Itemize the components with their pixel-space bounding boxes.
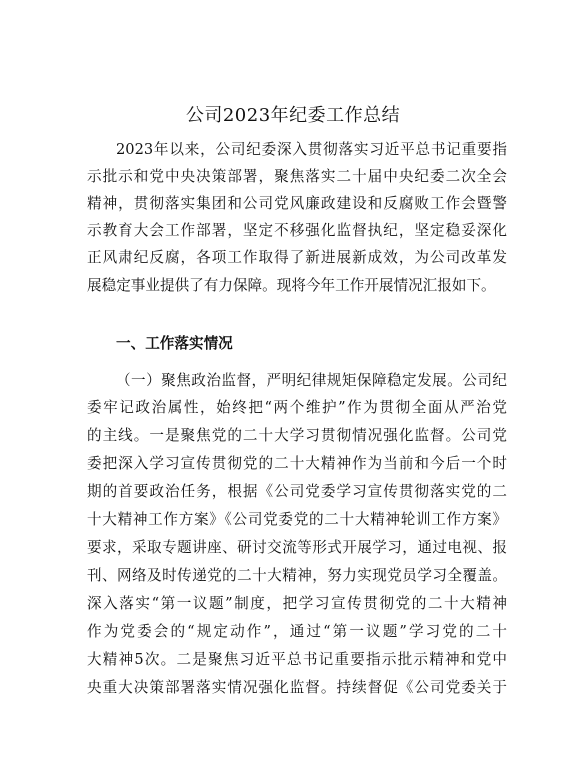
section-line-4: 委把深入学习宣传贯彻党的二十大精神作为当前和今后一个时 xyxy=(87,455,507,472)
section-line-10: 作为党委会的“规定动作”，通过“第一议题”学习党的二十 xyxy=(87,623,507,640)
section-line-6: 十大精神工作方案》《公司党委党的二十大精神轮训工作方案》 xyxy=(87,511,507,528)
section-line-1: （一）聚焦政治监督，严明纪律规矩保障稳定发展。公司纪 xyxy=(116,372,507,389)
section-line-2: 委牢记政治属性，始终把“两个维护”作为贯彻全面从严治党 xyxy=(87,399,507,416)
intro-line-5: 正风肃纪反腐，各项工作取得了新进展新成效，为公司改革发 xyxy=(87,249,507,266)
document-title: 公司2023年纪委工作总结 xyxy=(185,105,401,126)
section-line-5: 期的首要政治任务，根据《公司党委学习宣传贯彻落实党的二 xyxy=(87,483,507,500)
section-line-11: 大精神5次。二是聚焦习近平总书记重要指示批示精神和党中 xyxy=(87,651,507,668)
section-line-3: 的主线。一是聚焦党的二十大学习贯彻情况强化监督。公司党 xyxy=(87,427,507,444)
intro-line-6: 展稳定事业提供了有力保障。现将今年工作开展情况汇报如下。 xyxy=(87,277,496,294)
intro-line-4: 示教育大会工作部署，坚定不移强化监督执纪，坚定稳妥深化 xyxy=(87,222,507,239)
section-heading: 一、工作落实情况 xyxy=(116,335,233,352)
section-line-12: 央重大决策部署落实情况强化监督。持续督促《公司党委关于 xyxy=(87,679,507,696)
section-line-8: 刊、网络及时传递党的二十大精神，努力实现党员学习全覆盖。 xyxy=(87,567,507,584)
section-line-9: 深入落实“第一议题”制度，把学习宣传贯彻党的二十大精神 xyxy=(87,595,507,612)
section-line-7: 要求，采取专题讲座、研讨交流等形式开展学习，通过电视、报 xyxy=(87,539,507,556)
intro-line-2: 示批示和党中央决策部署，聚焦落实二十届中央纪委二次全会 xyxy=(87,168,507,185)
intro-line-3: 精神，贯彻落实集团和公司党风廉政建设和反腐败工作会暨警 xyxy=(87,195,507,212)
intro-line-1: 2023年以来，公司纪委深入贯彻落实习近平总书记重要指 xyxy=(116,141,507,158)
